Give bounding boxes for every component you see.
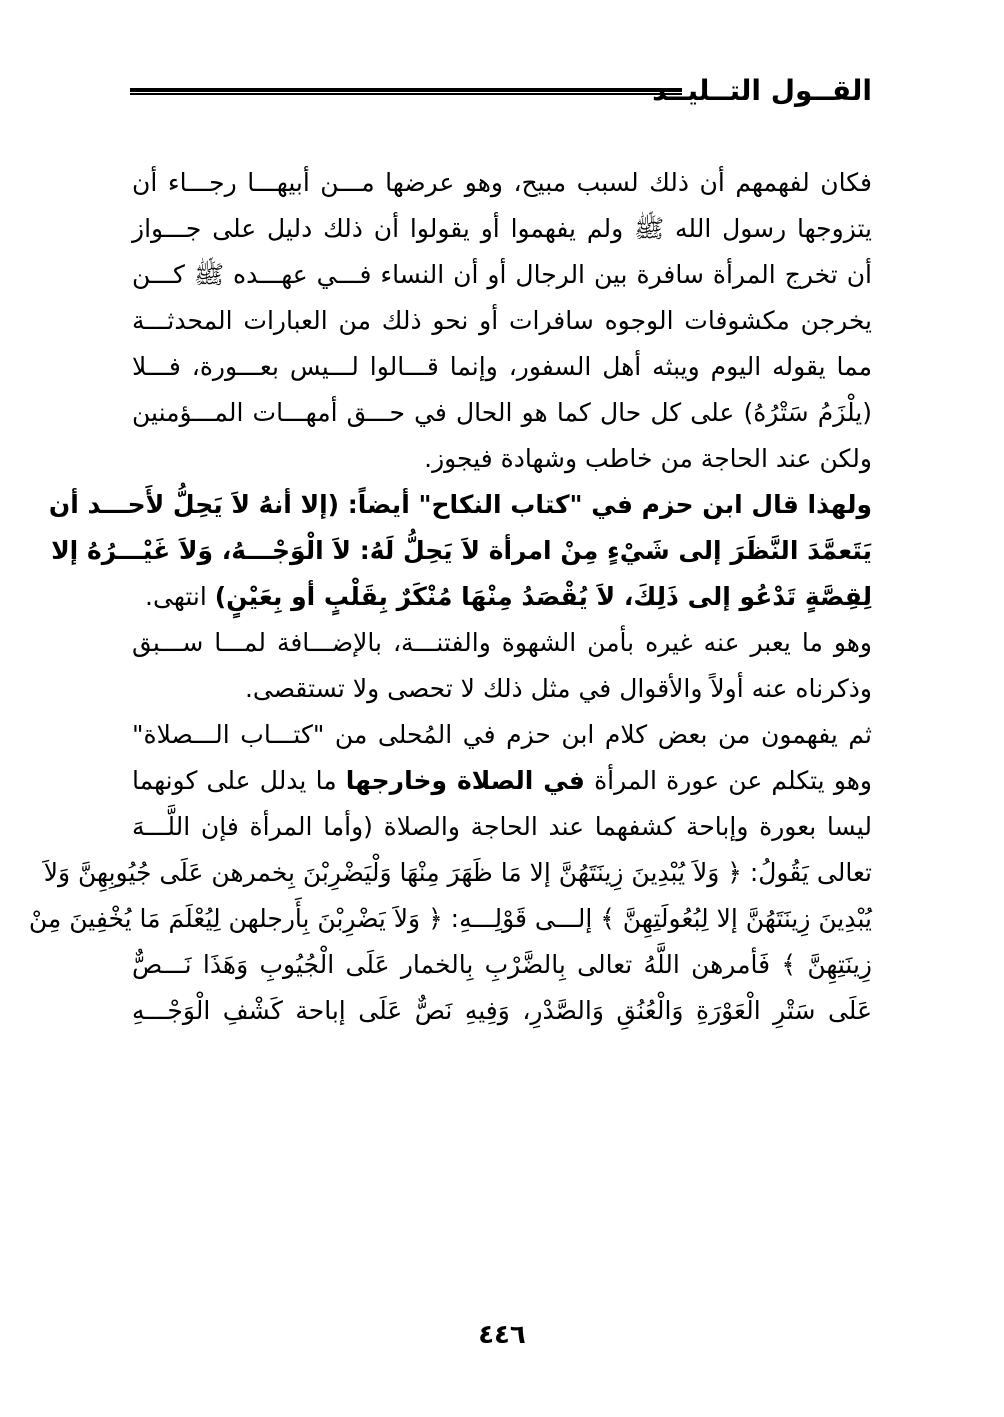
text-line-mixed <box>132 758 872 804</box>
text-line: (يلْزَمُ سَتْرُهُ) على كل حال كما هو الحال في حـــق أمهـــات المـــؤمنين <box>132 398 872 427</box>
text-line: عَلَى سَتْرِ الْعَوْرَةِ وَالْعُنُقِ وَالصَّدْرِ، وَفِيهِ نَصٌّ عَلَى إباحة كَشْفِ الْوَجْـــهِ <box>132 996 872 1025</box>
quote-line: يَتَعمَّدَ النَّظَرَ إلى شَيْءٍ مِنْ امرأة لاَ يَحِلُّ لَهُ: لاَ الْوَجْـــهُ، وَلاَ غَيْـــرُهُ إلا <box>51 536 872 565</box>
text-line: أن تخرج المرأة سافرة بين الرجال أو أن النساء فـــي عهـــده ﷺ كـــن <box>132 260 872 289</box>
text-line: ولكن عند الحاجة من خاطب وشهادة فيجوز. <box>424 444 872 473</box>
text-line: زِينَتِهِنَّ ﴾ فَأمرهن اللَّهُ تعالى بِالضَّرْبِ بِالخمار عَلَى الْجُيُوبِ وَهَذَا نَـــصٌّ <box>132 950 872 979</box>
page-body <box>28 160 872 1034</box>
quote-line: ولهذا قال ابن حزم في "كتاب النكاح" أيضاً: (إلا أنهُ لاَ يَحِلُّ لأَحـــد أن <box>48 490 872 519</box>
page-header <box>130 72 872 122</box>
text-line: وهو ما يعبر عنه غيره بأمن الشهوة والفتنـــة، بالإضـــافة لمـــا ســـبق <box>132 628 872 657</box>
text-line: ليسا بعورة وإباحة كشفهما عند الحاجة والصلاة (وأما المرأة فإن اللَّـــهَ <box>132 812 872 841</box>
text-line: مما يقوله اليوم ويبثه أهل السفور، وإنما قـــالوا لـــيس بعـــورة، فـــلا <box>132 352 872 381</box>
quran-line: تعالى يَقُولُ: ﴿ وَلاَ يُبْدِينَ زِينَتَهُنَّ إلا مَا ظَهَرَ مِنْهَا وَلْيَضْرِبْنَ بِخمرهن عَلَى جُيُوبِهِنَّ وَلاَ <box>43 858 872 887</box>
header-rule <box>130 88 682 95</box>
text-line: يخرجن مكشوفات الوجوه سافرات أو نحو ذلك من العبارات المحدثـــة <box>132 306 872 335</box>
quote-text: لِقِصَّةٍ تَدْعُو إلى ذَلِكَ، لاَ يُقْصَدُ مِنْهَا مُنْكَرٌ بِقَلْبٍ أو بِعَيْنٍ) <box>214 582 872 611</box>
text-line: وذكرناه عنه أولاً والأقوال في مثل ذلك لا تحصى ولا تستقصى. <box>244 674 872 703</box>
quran-line: يُبْدِينَ زِينَتَهُنَّ إلا لِبُعُولَتِهِنَّ ﴾ إلـــى قَوْلِـــهِ: ﴿ وَلاَ يَضْرِبْنَ بِأَرجلهن لِيُعْلَمَ مَا يُخْفِينَ مِنْ <box>28 904 872 933</box>
quote-suffix: انتهى. <box>145 582 215 611</box>
text-fragment: وهو يتكلم عن عورة المرأة <box>584 766 872 795</box>
quote-line-end <box>132 574 872 620</box>
text-fragment: ما يدلل على كونهما <box>132 766 346 795</box>
emphasis-text: في الصلاة وخارجها <box>345 766 585 795</box>
text-line: فكان لفهمهم أن ذلك لسبب مبيح، وهو عرضها مـــن أبيهـــا رجـــاء أن <box>132 168 872 197</box>
page-number: ٤٤٦ <box>478 1320 526 1350</box>
text-line: ثم يفهمون من بعض كلام ابن حزم في المُحلى من "كتـــاب الـــصلاة" <box>132 720 872 749</box>
text-line: يتزوجها رسول الله ﷺ ولم يفهموا أو يقولوا أن ذلك دليل على جـــواز <box>132 214 872 243</box>
book-title: القــول التــليــد <box>652 74 872 107</box>
